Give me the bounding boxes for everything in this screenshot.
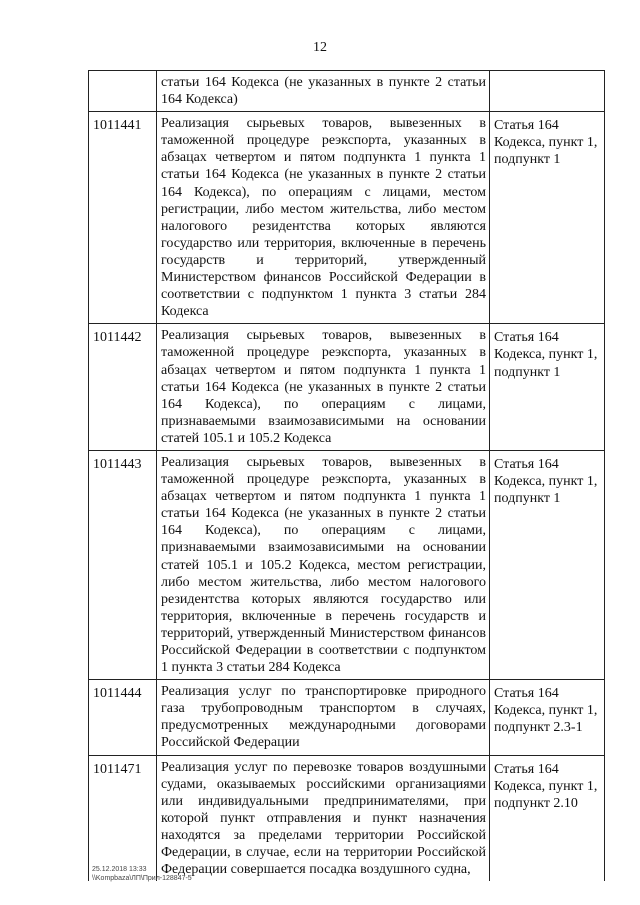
operation-code bbox=[89, 71, 157, 112]
operation-description: статьи 164 Кодекса (не указанных в пункте 2 статьи 164 Кодекса) bbox=[157, 71, 490, 112]
page-number: 12 bbox=[313, 40, 327, 55]
operation-code: 1011471 bbox=[89, 755, 157, 881]
table-row bbox=[89, 680, 605, 755]
legal-reference: Статья 164 Кодекса, пункт 1, подпункт 2.3-1 bbox=[490, 680, 605, 755]
print-footer bbox=[92, 865, 192, 883]
legal-reference bbox=[490, 71, 605, 112]
operation-description: Реализация сырьевых товаров, вывезенных в таможенной процедуре реэкспорта, указанных в абзацах четвертом и пятом подпункта 1 пункта 1 статьи 164 Кодекса (не указанных в пункте 2 статьи 164 Кодекса), по операциям с лицами, местом регистрации, либо местом жительства, либо местом налогового резидентства которых являются государство или территория, включенные в перечень государств и территорий, утвержденный Министерством финансов Российской Федерации в соответствии с подпунктом 1 пункта 3 статьи 284 Кодекса bbox=[157, 112, 490, 324]
file-path: \\Kompbaza\ЛП\Прил-128847-5 bbox=[92, 875, 192, 882]
table-row bbox=[89, 450, 605, 679]
table-row bbox=[89, 755, 605, 881]
codes-table bbox=[88, 70, 605, 881]
operation-description: Реализация услуг по перевозке товаров воздушными судами, оказываемых российскими организациями или индивидуальными предпринимателями, при которой пункт отправления и пункт назначения находятся за пределами территории Российской Федерации, в случае, если на территории Российской Федерации совершается посадка воздушного судна, bbox=[157, 755, 490, 881]
operation-code: 1011441 bbox=[89, 112, 157, 324]
table-row bbox=[89, 112, 605, 324]
operation-code: 1011444 bbox=[89, 680, 157, 755]
legal-reference: Статья 164 Кодекса, пункт 1, подпункт 1 bbox=[490, 450, 605, 679]
operation-code: 1011443 bbox=[89, 450, 157, 679]
operation-code: 1011442 bbox=[89, 324, 157, 451]
operation-description: Реализация сырьевых товаров, вывезенных в таможенной процедуре реэкспорта, указанных в абзацах четвертом и пятом подпункта 1 пункта 1 статьи 164 Кодекса (не указанных в пункте 2 статьи 164 Кодекса), по операциям с лицами, признаваемыми взаимозависимыми на основании статей 105.1 и 105.2 Кодекса, местом регистрации, либо местом жительства, либо местом налогового резидентства которых являются государство или территория, включенные в перечень государств и территорий, утвержденный Министерством финансов Российской Федерации в соответствии с подпунктом 1 пункта 3 статьи 284 Кодекса bbox=[157, 450, 490, 679]
print-timestamp: 25.12.2018 13:33 bbox=[92, 866, 147, 873]
table-row bbox=[89, 324, 605, 451]
table-row bbox=[89, 71, 605, 112]
operation-description: Реализация услуг по транспортировке природного газа трубопроводным транспортом в случаях, предусмотренных международными договорами Российской Федерации bbox=[157, 680, 490, 755]
legal-reference: Статья 164 Кодекса, пункт 1, подпункт 1 bbox=[490, 324, 605, 451]
legal-reference: Статья 164 Кодекса, пункт 1, подпункт 1 bbox=[490, 112, 605, 324]
operation-description: Реализация сырьевых товаров, вывезенных в таможенной процедуре реэкспорта, указанных в абзацах четвертом и пятом подпункта 1 пункта 1 статьи 164 Кодекса (не указанных в пункте 2 статьи 164 Кодекса), по операциям с лицами, признаваемыми взаимозависимыми на основании статей 105.1 и 105.2 Кодекса bbox=[157, 324, 490, 451]
legal-reference: Статья 164 Кодекса, пункт 1, подпункт 2.10 bbox=[490, 755, 605, 881]
